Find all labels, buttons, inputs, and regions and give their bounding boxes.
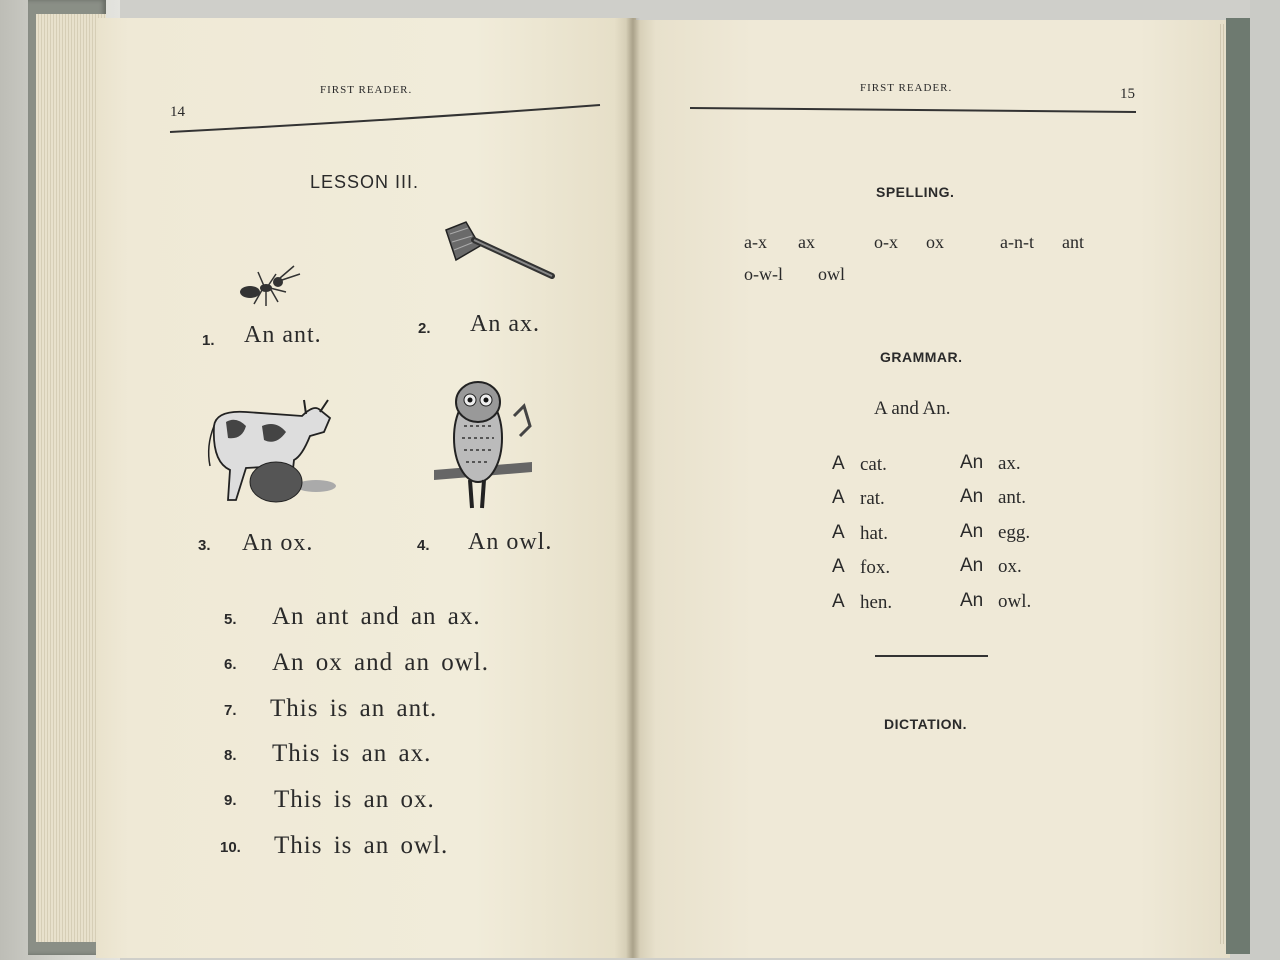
grammar-an-2: An — [960, 486, 984, 507]
sentence-number-5: 5. — [224, 611, 237, 628]
spelling-word-4: ox — [926, 232, 944, 252]
grammar-a-2: A — [832, 487, 845, 508]
left-page — [96, 18, 636, 958]
right-page — [632, 20, 1230, 958]
owl-icon — [434, 376, 532, 512]
grammar-an-word-1: ax. — [998, 453, 1021, 474]
picture-caption-2: An ax. — [470, 311, 540, 337]
spelling-word-1: a-x — [744, 232, 767, 252]
page-number-left: 14 — [170, 104, 185, 120]
picture-number-1: 1. — [202, 332, 215, 349]
spelling-word-8: owl — [818, 264, 845, 284]
spelling-word-3: o-x — [874, 232, 898, 252]
grammar-an-5: An — [960, 590, 984, 611]
sentence-5: An ant and an ax. — [272, 603, 481, 630]
sentence-10: This is an owl. — [274, 832, 449, 859]
grammar-a-5: A — [832, 591, 845, 612]
running-head-left: FIRST READER. — [320, 84, 413, 96]
grammar-heading: GRAMMAR. — [880, 349, 963, 365]
grammar-an-word-4: ox. — [998, 556, 1022, 577]
grammar-a-3: A — [832, 522, 845, 543]
picture-caption-1: An ant. — [244, 322, 322, 348]
ax-icon — [440, 220, 556, 282]
spelling-word-2: ax — [798, 232, 815, 252]
book-gutter — [626, 18, 640, 958]
dictation-heading: DICTATION. — [884, 716, 968, 732]
sentence-6: An ox and an owl. — [272, 649, 489, 676]
grammar-a-1: A — [832, 453, 845, 474]
grammar-a-word-5: hen. — [860, 592, 893, 613]
sentence-number-7: 7. — [224, 702, 237, 719]
table-background-right — [1250, 0, 1280, 960]
sentence-8: This is an ax. — [272, 740, 432, 767]
grammar-a-word-1: cat. — [860, 454, 887, 475]
grammar-a-word-2: rat. — [860, 488, 885, 509]
running-head-right: FIRST READER. — [860, 82, 953, 94]
grammar-an-3: An — [960, 521, 984, 542]
sentence-number-10: 10. — [220, 839, 241, 856]
lesson-title: LESSON III. — [310, 172, 420, 192]
sentence-9: This is an ox. — [274, 786, 435, 813]
picture-number-3: 3. — [198, 537, 211, 554]
sentence-7: This is an ant. — [270, 695, 438, 722]
picture-number-4: 4. — [417, 537, 430, 554]
grammar-an-4: An — [960, 555, 984, 576]
spelling-word-6: ant — [1062, 232, 1084, 252]
spelling-word-7: o-w-l — [744, 264, 783, 284]
grammar-an-word-3: egg. — [998, 522, 1031, 543]
grammar-a-word-3: hat. — [860, 523, 888, 544]
sentence-number-8: 8. — [224, 747, 237, 764]
book-cover-right — [1226, 18, 1250, 954]
grammar-subheading: A and An. — [874, 398, 951, 419]
spelling-word-5: a-n-t — [1000, 232, 1034, 252]
spelling-heading: SPELLING. — [876, 184, 955, 200]
picture-caption-3: An ox. — [242, 530, 314, 556]
sentence-number-9: 9. — [224, 792, 237, 809]
picture-caption-4: An owl. — [468, 529, 553, 555]
grammar-an-1: An — [960, 452, 984, 473]
ox-icon — [206, 396, 336, 506]
grammar-a-word-4: fox. — [860, 557, 891, 578]
grammar-an-word-5: owl. — [998, 591, 1032, 612]
page-number-right: 15 — [1120, 86, 1135, 102]
sentence-number-6: 6. — [224, 656, 237, 673]
grammar-an-word-2: ant. — [998, 487, 1026, 508]
grammar-a-4: A — [832, 556, 845, 577]
picture-number-2: 2. — [418, 320, 431, 337]
ant-icon — [236, 262, 306, 308]
